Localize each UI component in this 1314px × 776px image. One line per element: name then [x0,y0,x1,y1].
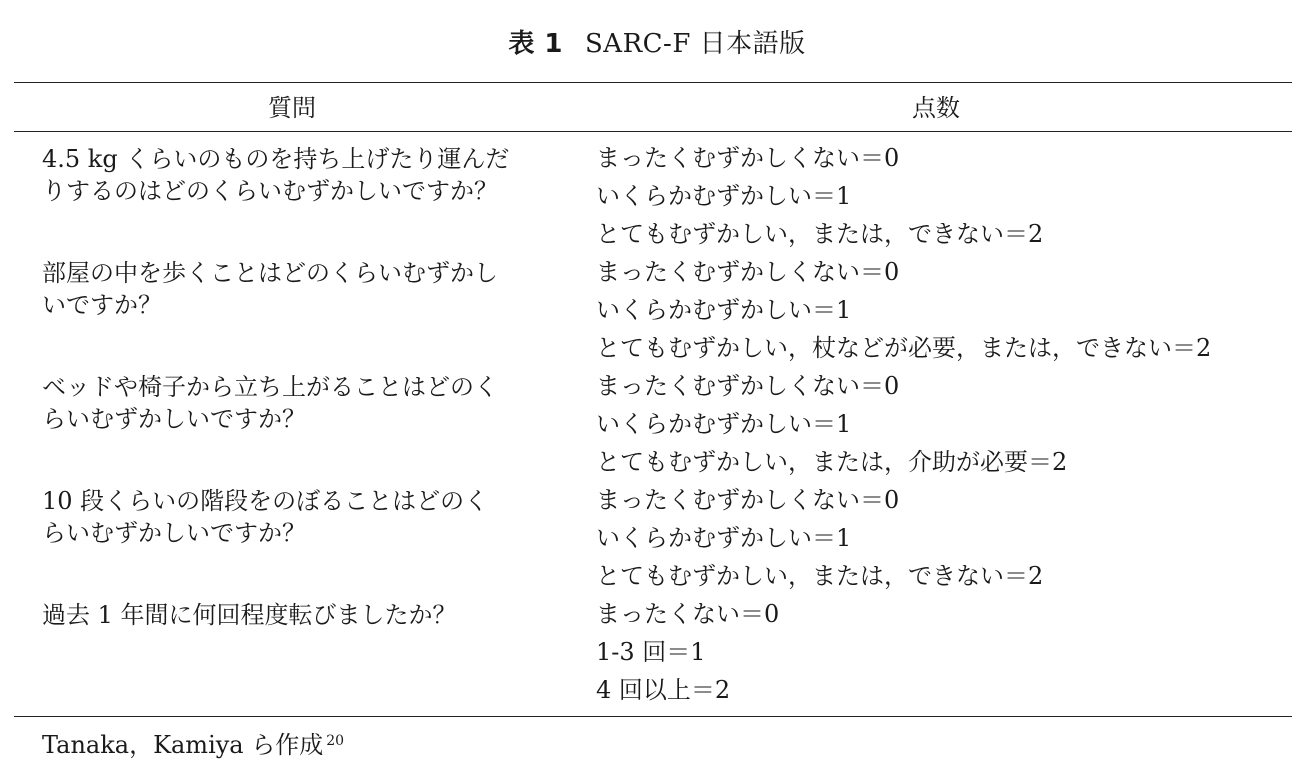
score-5-2: 4 回以上＝2 [596,676,731,704]
score-2-1: いくらかむずかしい＝1 [596,296,852,324]
source-note [42,728,344,762]
question-2: 部屋の中を歩くことはどのくらいむずかし いですか？ [42,259,498,319]
score-1-2: とてもむずかしい，または，できない＝2 [596,220,1044,248]
table-title-text: SARC-F 日本語版 [585,29,806,59]
score-4-1: いくらかむずかしい＝1 [596,524,852,552]
bottom-rule [14,716,1292,717]
score-1-1: いくらかむずかしい＝1 [596,182,852,210]
source-text: Tanaka，Kamiya ら作成 [42,731,324,759]
table-title [0,26,1314,62]
question-3: ベッドや椅子から立ち上がることはどのく らいむずかしいですか？ [42,373,498,433]
question-1: 4.5 kg くらいのものを持ち上げたり運んだ りするのはどのくらいむずかしいですか？ [42,145,510,205]
score-5-1: 1-3 回＝1 [596,638,706,666]
score-1-0: まったくむずかしくない＝0 [596,144,900,172]
question-5: 過去 1 年間に何回程度転びましたか？ [42,601,457,629]
score-4-2: とてもむずかしい，または，できない＝2 [596,562,1044,590]
header-score: 点数 [912,94,960,122]
header-question: 質問 [268,94,316,122]
score-3-0: まったくむずかしくない＝0 [596,372,900,400]
score-2-0: まったくむずかしくない＝0 [596,258,900,286]
question-4: 10 段くらいの階段をのぼることはどのく らいむずかしいですか？ [42,487,489,547]
header-rule [14,131,1292,132]
score-3-2: とてもむずかしい，または，介助が必要＝2 [596,448,1068,476]
score-5-0: まったくない＝0 [596,600,780,628]
score-2-2: とてもむずかしい，杖などが必要，または，できない＝2 [596,334,1212,362]
score-3-1: いくらかむずかしい＝1 [596,410,852,438]
table-number: 表 1 [508,29,563,59]
top-rule [14,82,1292,83]
source-reference: 20 [326,733,345,749]
score-4-0: まったくむずかしくない＝0 [596,486,900,514]
